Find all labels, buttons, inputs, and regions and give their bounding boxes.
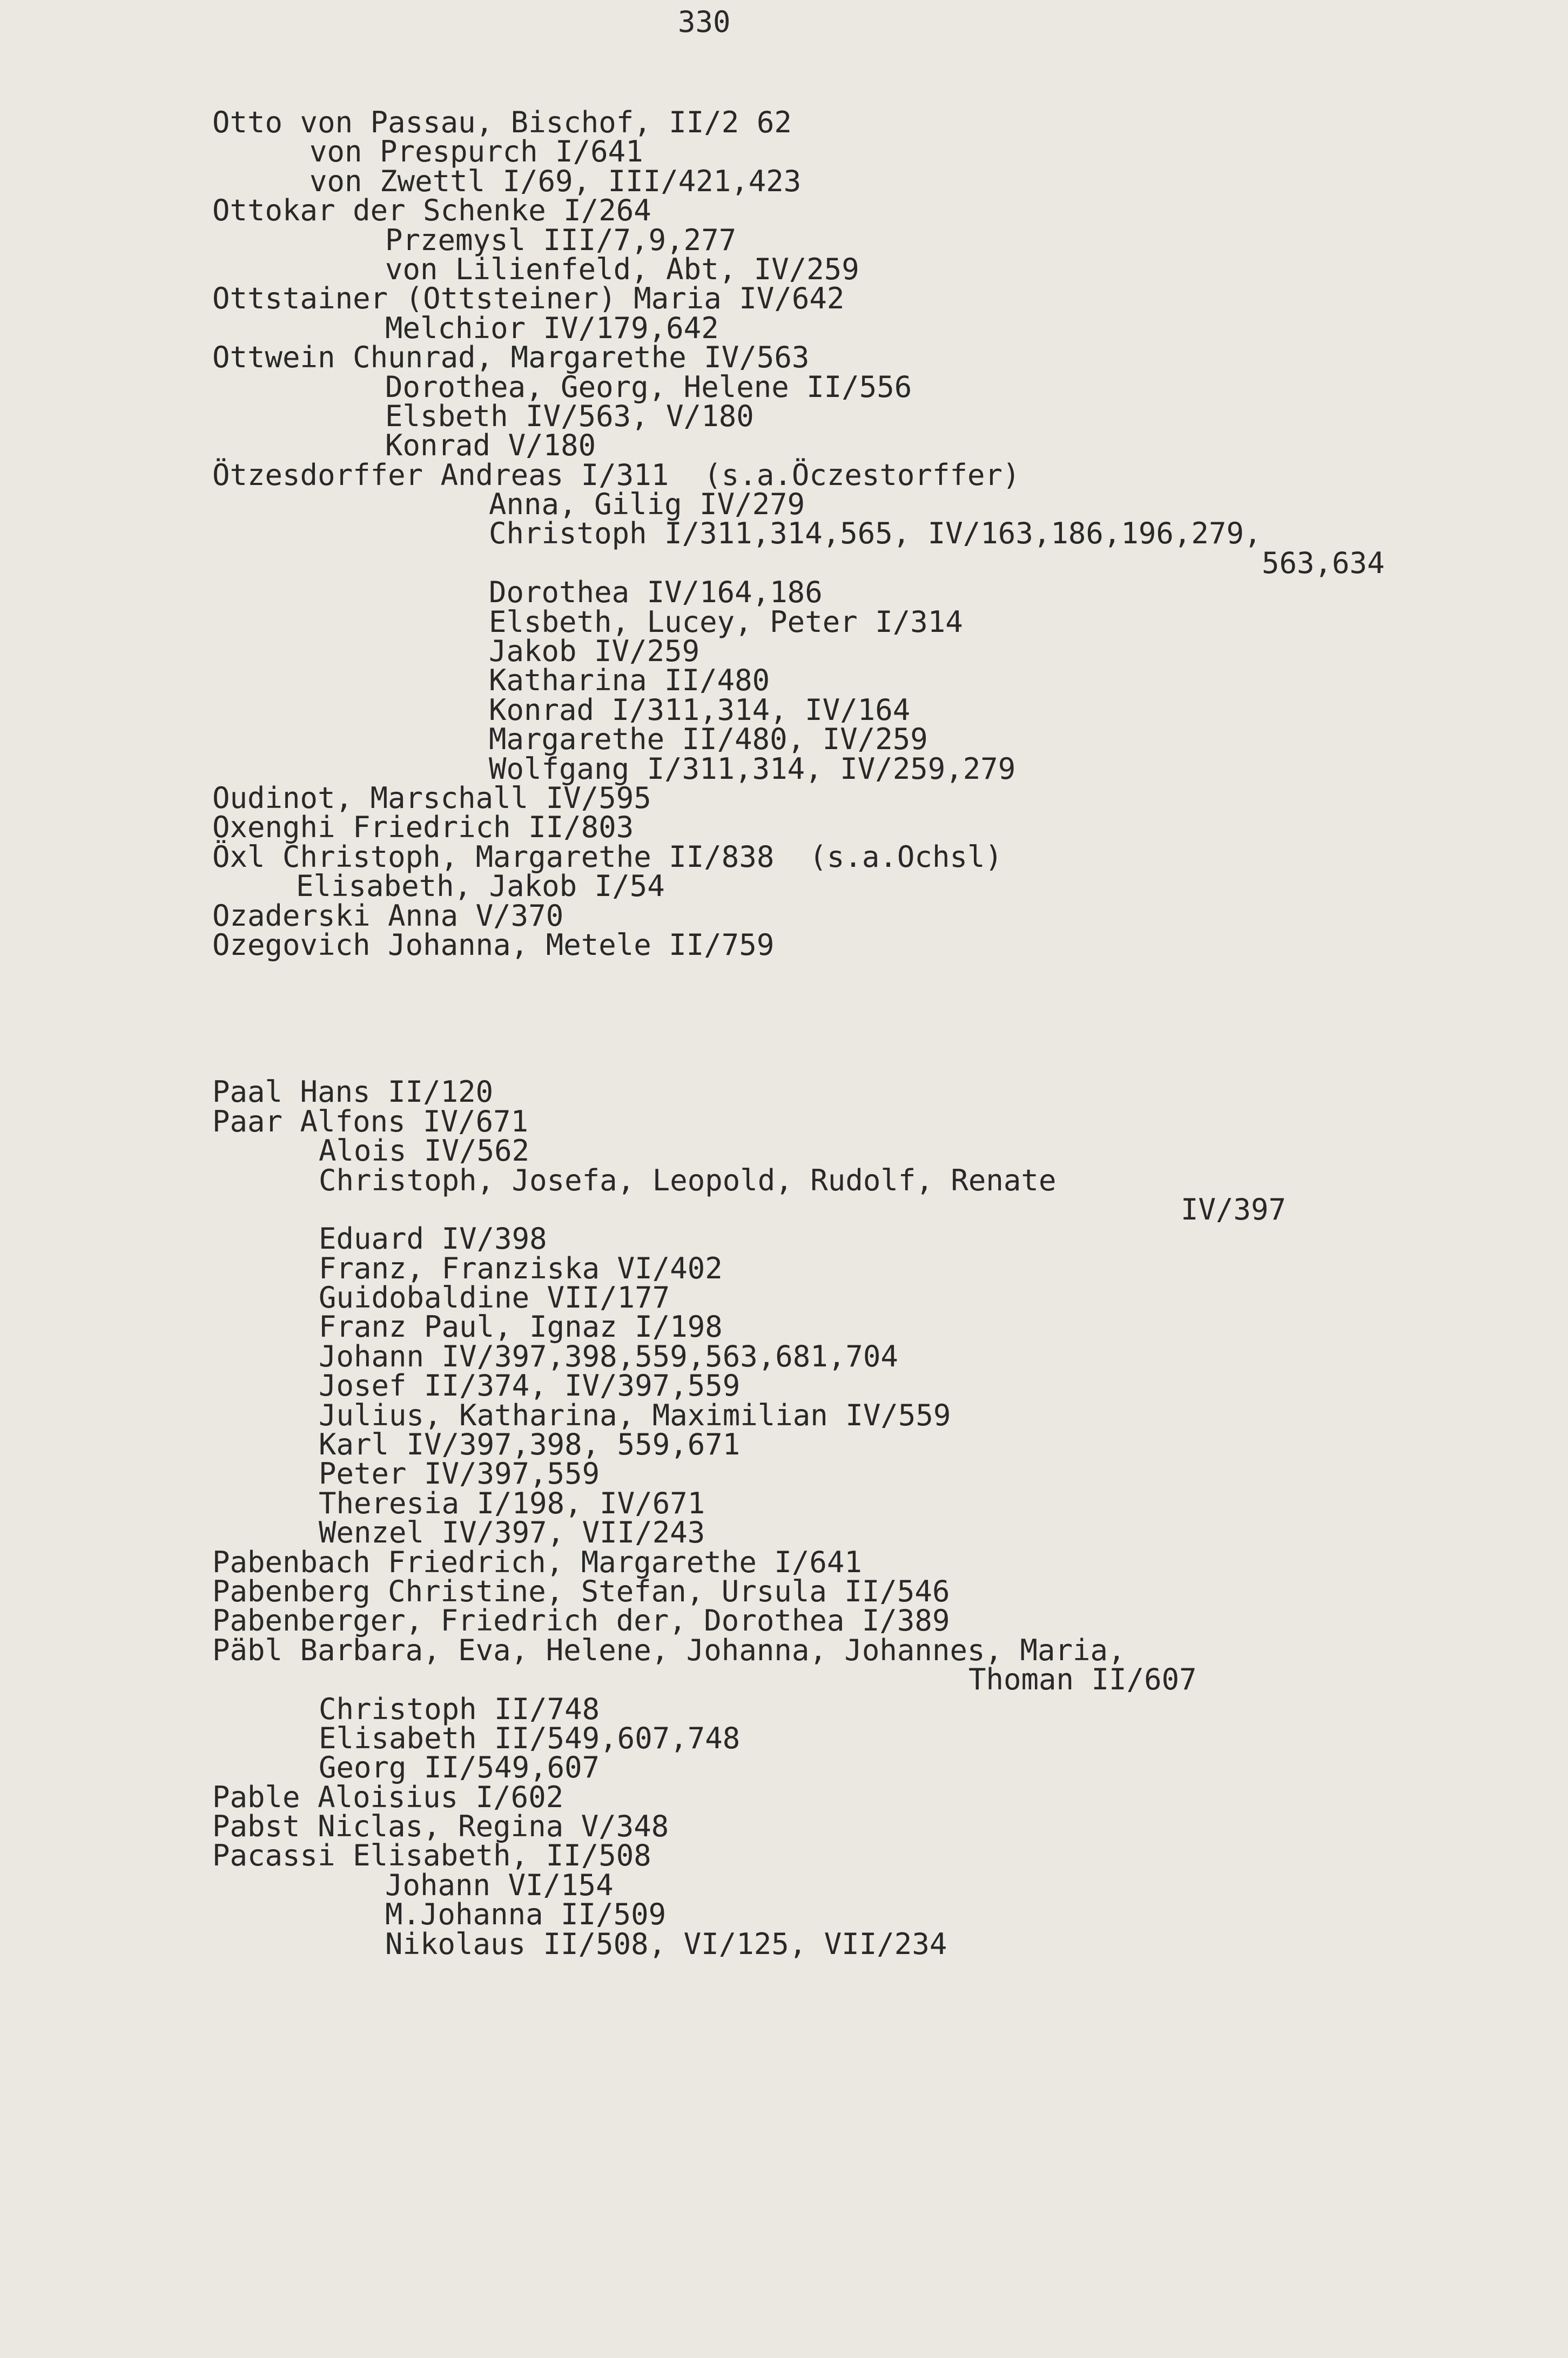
index-entry xyxy=(0,457,1568,492)
index-entry xyxy=(0,1104,1568,1138)
index-entry xyxy=(0,311,1568,345)
index-entry xyxy=(0,1163,1568,1197)
index-entry xyxy=(0,1486,1568,1520)
index-entry-text: Ottokar der Schenke I/264 xyxy=(212,193,651,228)
index-entry-text: Elisabeth, Jakob I/54 xyxy=(296,869,665,904)
index-entry-text: Wenzel IV/397, VII/243 xyxy=(319,1515,705,1550)
index-entry-text: Elisabeth II/549,607,748 xyxy=(319,1721,741,1755)
index-entry xyxy=(0,1281,1568,1315)
index-entry xyxy=(0,369,1568,404)
index-entry-text: Dorothea, Georg, Helene II/556 xyxy=(385,369,912,404)
index-entry-text: Pacassi Elisabeth, II/508 xyxy=(212,1838,651,1873)
index-entry-text: Ozaderski Anna V/370 xyxy=(212,898,564,933)
index-entry xyxy=(0,1721,1568,1755)
index-entry-text: von Zwettl I/69, III/421,423 xyxy=(309,164,802,198)
index-entry xyxy=(0,575,1568,610)
index-entry xyxy=(0,1662,1568,1697)
index-entry xyxy=(0,1897,1568,1932)
index-entry xyxy=(0,751,1568,786)
index-entries xyxy=(0,105,1568,1961)
index-entry xyxy=(0,428,1568,463)
index-entry-text: Christoph, Josefa, Leopold, Rudolf, Renate xyxy=(319,1163,1056,1197)
index-entry xyxy=(0,604,1568,639)
index-entry xyxy=(0,1926,1568,1961)
index-entry xyxy=(0,516,1568,551)
index-entry-text: IV/397 xyxy=(1181,1192,1287,1227)
index-entry xyxy=(0,1838,1568,1873)
index-entry xyxy=(0,1750,1568,1785)
index-entry xyxy=(0,223,1568,257)
index-entry-text: Pabenbach Friedrich, Margarethe I/641 xyxy=(212,1545,862,1579)
index-entry-text: Ottwein Chunrad, Margarethe IV/563 xyxy=(212,340,810,375)
index-entry xyxy=(0,869,1568,904)
index-entry-text: Paar Alfons IV/671 xyxy=(212,1104,529,1138)
index-entry xyxy=(0,927,1568,962)
index-entry-text: Karl IV/397,398, 559,671 xyxy=(319,1427,741,1462)
index-entry-text: Georg II/549,607 xyxy=(319,1750,600,1785)
index-entry xyxy=(0,1192,1568,1227)
index-entry xyxy=(0,193,1568,228)
index-entry-text: Eduard IV/398 xyxy=(319,1222,547,1256)
index-entry-text: Thoman II/607 xyxy=(968,1662,1197,1697)
index-entry xyxy=(0,1339,1568,1373)
index-entry xyxy=(0,780,1568,815)
index-entry xyxy=(0,164,1568,198)
index-entry-text: Johann IV/397,398,559,563,681,704 xyxy=(319,1339,898,1373)
index-entry xyxy=(0,1868,1568,1902)
index-entry-text: Paal Hans II/120 xyxy=(212,1075,494,1109)
index-entry-text: Pable Aloisius I/602 xyxy=(212,1780,564,1814)
index-entry xyxy=(0,1604,1568,1638)
index-entry xyxy=(0,1809,1568,1844)
index-entry xyxy=(0,1312,1568,1342)
index-entry-text: Anna, Gilig IV/279 xyxy=(489,487,805,522)
index-entry xyxy=(0,1545,1568,1579)
index-entry xyxy=(0,1780,1568,1814)
index-entry xyxy=(0,634,1568,669)
index-entry xyxy=(0,1633,1568,1667)
index-entry xyxy=(0,1251,1568,1285)
index-entry-text: von Prespurch I/641 xyxy=(309,134,643,169)
index-entry-text: Guidobaldine VII/177 xyxy=(319,1281,670,1315)
index-entry xyxy=(0,281,1568,316)
index-entry-text: Päbl Barbara, Eva, Helene, Johanna, Johannes, Maria, xyxy=(212,1633,1126,1667)
index-entry-text: Jakob IV/259 xyxy=(489,634,700,669)
index-entry xyxy=(0,1224,1568,1254)
index-entry-text: von Lilienfeld, Abt, IV/259 xyxy=(385,252,859,286)
index-entry-text: Oxenghi Friedrich II/803 xyxy=(212,810,634,845)
index-entry-text: Ottstainer (Ottsteiner) Maria IV/642 xyxy=(212,281,845,316)
index-entry xyxy=(0,1134,1568,1168)
index-entry-text: Peter IV/397,559 xyxy=(319,1457,600,1491)
index-entry xyxy=(0,1574,1568,1608)
index-entry xyxy=(0,810,1568,845)
index-entry-text: Przemysl III/7,9,277 xyxy=(385,223,737,257)
index-entry xyxy=(0,1457,1568,1491)
index-entry xyxy=(0,1427,1568,1462)
section-gap xyxy=(0,960,1568,1077)
index-entry xyxy=(0,105,1568,139)
index-entry xyxy=(0,1515,1568,1550)
index-entry-text: Franz, Franziska VI/402 xyxy=(319,1251,723,1285)
index-entry-text: Pabenberg Christine, Stefan, Ursula II/546 xyxy=(212,1574,950,1608)
index-entry-text: Theresia I/198, IV/671 xyxy=(319,1486,705,1520)
index-entry-text: Melchior IV/179,642 xyxy=(385,311,719,345)
index-entry-text: Konrad V/180 xyxy=(385,428,596,463)
index-entry xyxy=(0,692,1568,727)
index-entry-text: Pabenberger, Friedrich der, Dorothea I/389 xyxy=(212,1604,950,1638)
index-entry-text: Katharina II/480 xyxy=(489,663,770,698)
index-entry-text: Nikolaus II/508, VI/125, VII/234 xyxy=(385,1926,947,1961)
index-entry-text: Franz Paul, Ignaz I/198 xyxy=(319,1310,723,1344)
index-entry xyxy=(0,663,1568,698)
index-entry-text: 563,634 xyxy=(1262,545,1385,580)
index-entry xyxy=(0,722,1568,757)
index-entry xyxy=(0,1369,1568,1403)
index-entry xyxy=(0,134,1568,169)
index-entry xyxy=(0,839,1568,874)
index-entry-text: Elsbeth, Lucey, Peter I/314 xyxy=(489,604,963,639)
index-entry xyxy=(0,545,1568,580)
index-entry xyxy=(0,1398,1568,1432)
index-entry-text: Margarethe II/480, IV/259 xyxy=(489,722,928,757)
index-entry xyxy=(0,340,1568,375)
index-entry-text: Konrad I/311,314, IV/164 xyxy=(489,692,911,727)
index-entry-text: Elsbeth IV/563, V/180 xyxy=(385,399,754,433)
index-entry-text: M.Johanna II/509 xyxy=(385,1897,667,1932)
index-entry-text: Pabst Niclas, Regina V/348 xyxy=(212,1809,669,1844)
index-entry-text: Ötzesdorffer Andreas I/311 (s.a.Öczestorffer) xyxy=(212,457,1020,492)
index-entry-text: Öxl Christoph, Margarethe II/838 (s.a.Ochsl) xyxy=(212,839,1002,874)
index-entry-text: Christoph I/311,314,565, IV/163,186,196,279, xyxy=(489,516,1262,551)
index-entry-text: Dorothea IV/164,186 xyxy=(489,575,823,610)
index-entry-text: Johann VI/154 xyxy=(385,1868,614,1902)
index-entry xyxy=(0,252,1568,286)
index-entry-text: Otto von Passau, Bischof, II/2 62 xyxy=(212,105,792,139)
page-number: 330 xyxy=(678,5,731,39)
index-entry xyxy=(0,487,1568,522)
index-entry-text: Julius, Katharina, Maximilian IV/559 xyxy=(319,1398,951,1432)
index-entry xyxy=(0,1692,1568,1726)
index-entry-text: Alois IV/562 xyxy=(319,1134,530,1168)
index-entry-text: Oudinot, Marschall IV/595 xyxy=(212,780,651,815)
index-entry xyxy=(0,898,1568,933)
index-entry xyxy=(0,399,1568,433)
index-entry-text: Ozegovich Johanna, Metele II/759 xyxy=(212,927,775,962)
index-entry-text: Wolfgang I/311,314, IV/259,279 xyxy=(489,751,1016,786)
index-entry-text: Josef II/374, IV/397,559 xyxy=(319,1369,741,1403)
index-entry-text: Christoph II/748 xyxy=(319,1692,600,1726)
index-entry xyxy=(0,1077,1568,1107)
